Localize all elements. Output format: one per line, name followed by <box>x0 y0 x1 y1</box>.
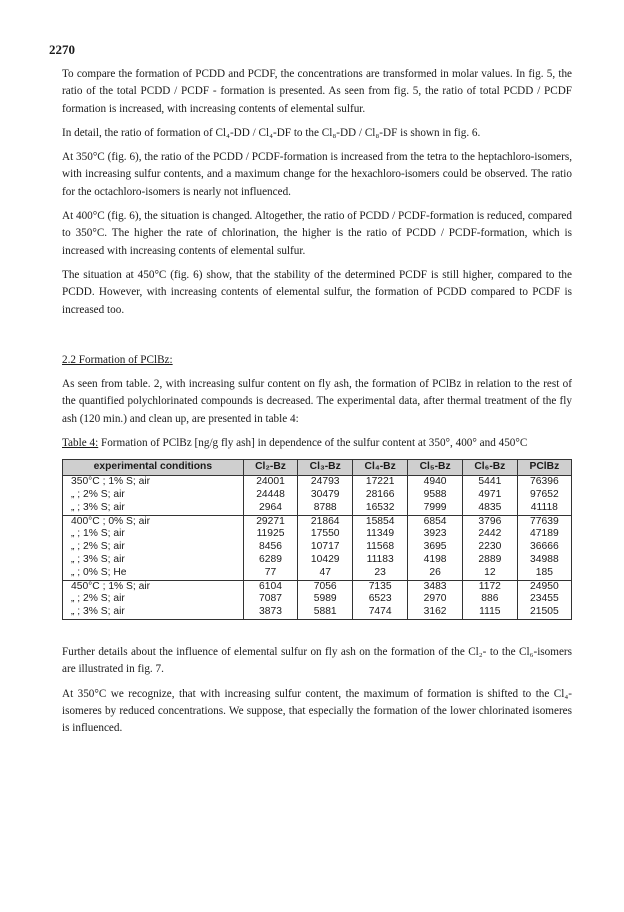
table-cell-value: 5441 <box>462 476 517 489</box>
table-row <box>63 567 572 580</box>
table-cell-value: 26 <box>408 567 463 580</box>
table-cell-value: 4198 <box>408 554 463 567</box>
table-cell-value: 9588 <box>408 489 463 502</box>
table-cell-condition: „ ; 2% S; air <box>63 489 244 502</box>
table-cell-value: 4835 <box>462 502 517 515</box>
table-cell-value: 11568 <box>353 541 408 554</box>
table-cell-value: 5881 <box>298 606 353 619</box>
table-header-cell: experimental conditions <box>63 460 244 476</box>
table-cell-value: 7056 <box>298 580 353 593</box>
table-row <box>63 489 572 502</box>
table-caption-label: Table 4: <box>62 437 99 450</box>
table-cell-value: 24448 <box>243 489 298 502</box>
table-cell-value: 6523 <box>353 593 408 606</box>
table-cell-value: 16532 <box>353 502 408 515</box>
body-paragraph: The situation at 450°C (fig. 6) show, that the stability of the determined PCDF is still higher, compared to the PCDD. However, with increasing contents of elemental sulfur, the formation of PCDD compared to PCDF is increased too. <box>62 268 572 316</box>
table-cell-value: 36666 <box>517 541 571 554</box>
table-cell-value: 2970 <box>408 593 463 606</box>
table-cell-value: 185 <box>517 567 571 580</box>
table-cell-condition: „ ; 3% S; air <box>63 606 244 619</box>
table-cell-value: 4971 <box>462 489 517 502</box>
body-paragraph: At 350°C we recognize, that with increasing sulfur content, the maximum of formation is shifted to the Cl₄-isomeres by reduced concentrations. We suppose, that especially the formation of the lower chlorinated isomeres is influenced. <box>62 687 572 735</box>
table-cell-value: 11183 <box>353 554 408 567</box>
table-cell-value: 17550 <box>298 528 353 541</box>
table-header-cell: Cl₃-Bz <box>298 460 353 476</box>
table-cell-value: 4940 <box>408 476 463 489</box>
table-cell-value: 2889 <box>462 554 517 567</box>
body-paragraph: Further details about the influence of elemental sulfur on fly ash on the formation of the Cl₂- to the Cl₆-isomers are illustrated in fig. 7. <box>62 645 572 676</box>
table-cell-value: 11925 <box>243 528 298 541</box>
table-cell-condition: „ ; 1% S; air <box>63 528 244 541</box>
body-paragraph: In detail, the ratio of formation of Cl₄-DD / Cl₄-DF to the Cl₈-DD / Cl₈-DF is shown in fig. 6. <box>62 126 481 139</box>
table-cell-condition: „ ; 3% S; air <box>63 502 244 515</box>
table-cell-value: 3162 <box>408 606 463 619</box>
table-cell-value: 12 <box>462 567 517 580</box>
table-cell-value: 23455 <box>517 593 571 606</box>
table-row <box>63 515 572 528</box>
table-cell-value: 30479 <box>298 489 353 502</box>
table-cell-value: 3796 <box>462 515 517 528</box>
table-cell-value: 11349 <box>353 528 408 541</box>
table-cell-value: 3873 <box>243 606 298 619</box>
table-row <box>63 476 572 489</box>
table-cell-value: 2442 <box>462 528 517 541</box>
table-cell-value: 3923 <box>408 528 463 541</box>
table-cell-condition: „ ; 2% S; air <box>63 541 244 554</box>
table-row <box>63 554 572 567</box>
table-cell-value: 17221 <box>353 476 408 489</box>
table-cell-value: 6854 <box>408 515 463 528</box>
table-cell-value: 76396 <box>517 476 571 489</box>
table-cell-value: 6104 <box>243 580 298 593</box>
table-caption-text: Formation of PClBz [ng/g fly ash] in dependence of the sulfur content at 350°, 400° and 450°C <box>98 437 528 450</box>
intro-section <box>62 66 572 319</box>
table-cell-condition: 400°C ; 0% S; air <box>63 515 244 528</box>
table-cell-value: 29271 <box>243 515 298 528</box>
conclusion-section <box>62 644 572 737</box>
table-caption <box>62 435 572 452</box>
page-number: 2270 <box>49 42 75 57</box>
table-cell-value: 24001 <box>243 476 298 489</box>
table-cell-value: 7135 <box>353 580 408 593</box>
table-header-cell: Cl₂-Bz <box>243 460 298 476</box>
table-cell-value: 2964 <box>243 502 298 515</box>
table-cell-value: 1115 <box>462 606 517 619</box>
table-cell-condition: „ ; 3% S; air <box>63 554 244 567</box>
table-cell-value: 8456 <box>243 541 298 554</box>
body-paragraph: To compare the formation of PCDD and PCDF, the concentrations are transformed in molar values. In fig. 5, the ratio of the total PCDD / PCDF - formation is presented. As seen from fig. 5, the ratio of total PCDD / PCDF formation is increased, with increasing contents of elemental sulfur. <box>62 68 572 115</box>
table-cell-value: 7999 <box>408 502 463 515</box>
table-cell-value: 5989 <box>298 593 353 606</box>
table-cell-condition: 450°C ; 1% S; air <box>63 580 244 593</box>
table-header-cell: Cl₅-Bz <box>408 460 463 476</box>
table-cell-value: 34988 <box>517 554 571 567</box>
table-cell-value: 77 <box>243 567 298 580</box>
table-cell-condition: „ ; 0% S; He <box>63 567 244 580</box>
table-cell-value: 7087 <box>243 593 298 606</box>
table-cell-value: 41118 <box>517 502 571 515</box>
body-paragraph: At 350°C (fig. 6), the ratio of the PCDD / PCDF-formation is increased from the tetra to the heptachloro-isomers, with increasing sulfur contents, and a maximum change for the hexachloro-isomers could be observed. The ratio for the octachloro-isomers is nearly not influenced. <box>62 151 572 198</box>
table-header-row <box>63 460 572 476</box>
table-cell-value: 2230 <box>462 541 517 554</box>
table-cell-value: 8788 <box>298 502 353 515</box>
page-body <box>62 66 572 744</box>
table-cell-value: 6289 <box>243 554 298 567</box>
table-cell-value: 10717 <box>298 541 353 554</box>
table-row <box>63 580 572 593</box>
table-cell-value: 21505 <box>517 606 571 619</box>
table-cell-value: 15854 <box>353 515 408 528</box>
table-cell-value: 1172 <box>462 580 517 593</box>
table-row <box>63 606 572 619</box>
table-cell-value: 3483 <box>408 580 463 593</box>
table-cell-value: 23 <box>353 567 408 580</box>
table-cell-value: 47 <box>298 567 353 580</box>
table-cell-value: 47189 <box>517 528 571 541</box>
table-body <box>63 476 572 620</box>
table-cell-condition: „ ; 2% S; air <box>63 593 244 606</box>
table-row <box>63 528 572 541</box>
body-paragraph: At 400°C (fig. 6), the situation is changed. Altogether, the ratio of PCDD / PCDF-formation is reduced, compared to 350°C. The higher the rate of chlorination, the higher is the ratio of PCDD / PCDF-formation, which is increased with increasing contents of elemental sulfur. <box>62 210 572 257</box>
table-cell-value: 24793 <box>298 476 353 489</box>
table-cell-value: 28166 <box>353 489 408 502</box>
table-cell-value: 77639 <box>517 515 571 528</box>
table-row <box>63 502 572 515</box>
table-cell-value: 97652 <box>517 489 571 502</box>
table-header-cell: Cl₄-Bz <box>353 460 408 476</box>
table-cell-value: 886 <box>462 593 517 606</box>
table-cell-value: 10429 <box>298 554 353 567</box>
table-cell-value: 21864 <box>298 515 353 528</box>
table-cell-value: 3695 <box>408 541 463 554</box>
table-cell-value: 24950 <box>517 580 571 593</box>
section-paragraph: As seen from table. 2, with increasing sulfur content on fly ash, the formation of PClBz in relation to the rest of the quantified polychlorinated compounds is decreased. The experimental data, after thermal treatment of the fly ash (120 min.) and clean up, are presented in table 4: <box>62 378 572 425</box>
table-header-cell: PClBz <box>517 460 571 476</box>
section-heading: 2.2 Formation of PClBz: <box>62 353 173 366</box>
table-header-cell: Cl₆-Bz <box>462 460 517 476</box>
table-cell-condition: 350°C ; 1% S; air <box>63 476 244 489</box>
pclbz-table <box>62 459 572 620</box>
table-row <box>63 593 572 606</box>
table-cell-value: 7474 <box>353 606 408 619</box>
table-row <box>63 541 572 554</box>
